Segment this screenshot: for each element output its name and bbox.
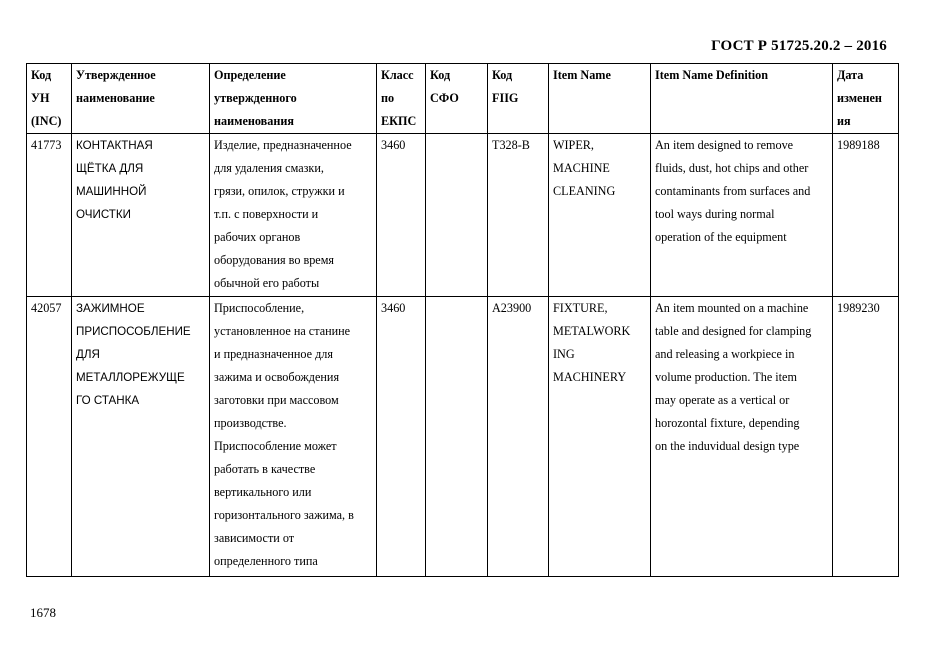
cell-ekps-class: 3460: [377, 134, 426, 297]
cell-change-date: 1989230: [833, 297, 899, 577]
cell-sfo-code: [426, 134, 488, 297]
header-code-inc: Код УН (INC): [27, 64, 72, 134]
header-fiig-code: Код FIIG: [488, 64, 549, 134]
header-item-name: Item Name: [549, 64, 651, 134]
cell-sfo-code: [426, 297, 488, 577]
classification-table: [26, 63, 899, 577]
header-definition: Определение утвержденного наименования: [210, 64, 377, 134]
cell-item-name-definition: An item mounted on a machine table and designed for clamping and releasing a workpiece in volume production. The item may operate as a vertical or horozontal fixture, depending on the induvidual design type: [651, 297, 833, 577]
table-header-row: [27, 64, 899, 134]
cell-item-name: WIPER, MACHINE CLEANING: [549, 134, 651, 297]
header-change-date: Дата изменен ия: [833, 64, 899, 134]
cell-definition-ru: Изделие, предназначенное для удаления смазки, грязи, опилок, стружки и т.п. с поверхности и рабочих органов оборудования во время обычной его работы: [210, 134, 377, 297]
table-row: [27, 134, 899, 297]
header-approved-name: Утвержденное наименование: [72, 64, 210, 134]
cell-change-date: 1989188: [833, 134, 899, 297]
cell-fiig-code: A23900: [488, 297, 549, 577]
header-ekps-class: Класс по ЕКПС: [377, 64, 426, 134]
table-row: [27, 297, 899, 577]
header-item-name-definition: Item Name Definition: [651, 64, 833, 134]
document-standard-id: ГОСТ Р 51725.20.2 – 2016: [711, 38, 887, 54]
cell-item-name: FIXTURE, METALWORK ING MACHINERY: [549, 297, 651, 577]
cell-approved-name: ЗАЖИМНОЕ ПРИСПОСОБЛЕНИЕ ДЛЯ МЕТАЛЛОРЕЖУЩЕ ГО СТАНКА: [72, 297, 210, 577]
cell-definition-ru: Приспособление, установленное на станине и предназначенное для зажима и освобождения заготовки при массовом производстве. Приспособление может работать в качестве вертикального или горизонтального зажима, в зависимости от определенного типа: [210, 297, 377, 577]
page-number: 1678: [30, 605, 56, 620]
cell-approved-name: КОНТАКТНАЯ ЩЁТКА ДЛЯ МАШИННОЙ ОЧИСТКИ: [72, 134, 210, 297]
header-sfo-code: Код СФО: [426, 64, 488, 134]
cell-ekps-class: 3460: [377, 297, 426, 577]
cell-code-inc: 41773: [27, 134, 72, 297]
cell-code-inc: 42057: [27, 297, 72, 577]
cell-item-name-definition: An item designed to remove fluids, dust, hot chips and other contaminants from surfaces and tool ways during normal operation of the equipment: [651, 134, 833, 297]
cell-fiig-code: T328-B: [488, 134, 549, 297]
